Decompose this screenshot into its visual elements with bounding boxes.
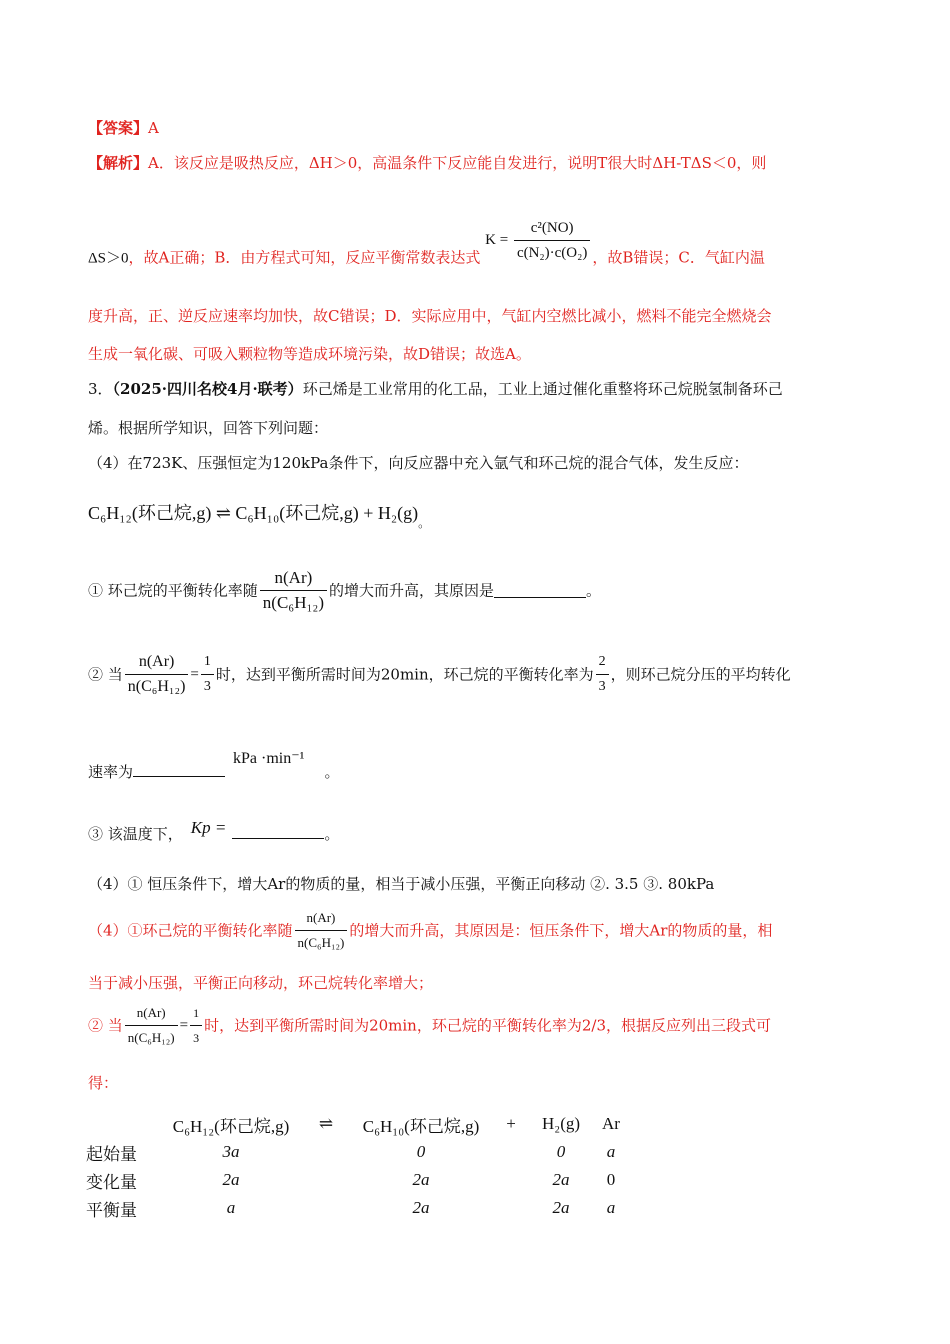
- q2b-pre: 速率为: [88, 763, 134, 781]
- delta-s-condition: ΔS＞0: [88, 250, 129, 267]
- answer-summary: （4）① 恒压条件下，增大Ar的物质的量，相当于减小压强，平衡正向移动 ②. 3.5 ③. 80kPa: [88, 875, 715, 893]
- kp-symbol: Kp =: [190, 818, 227, 837]
- row-label: 变化量: [86, 1172, 137, 1193]
- analysis-text-2a: ，故A正确；B．由方程式可知，反应平衡常数表达式: [128, 248, 481, 267]
- rate-answer-blank[interactable]: [133, 762, 225, 777]
- exp2-fraction: [125, 1003, 178, 1048]
- table-cell: a: [226, 1198, 236, 1217]
- exp2-frac-den: n(C₆H₁₂): [127, 1030, 175, 1045]
- question-source: （2025·四川名校4月·联考）: [112, 380, 303, 398]
- table-cell: 2a: [412, 1170, 430, 1189]
- exp1-frac-den: n(C₆H₁₂): [297, 935, 345, 950]
- reaction-equation: [88, 503, 430, 533]
- q2-mid: 时，达到平衡所需时间为20min，环己烷的平衡转化率为: [215, 665, 594, 684]
- table-cell: [306, 1194, 346, 1222]
- explanation-2: [88, 1003, 771, 1048]
- col-argon: Ar: [602, 1114, 620, 1133]
- table-cell: [496, 1194, 526, 1222]
- answer-label: 【答案】: [88, 119, 149, 137]
- col-product: C₆H₁₀(环己烷,g): [362, 1116, 480, 1136]
- question-part-4: （4）在723K、压强恒定为120kPa条件下，向反应器中充入氩气和环己烷的混合气体，发生反应：: [88, 454, 749, 472]
- q3-end: 。: [324, 825, 340, 843]
- table-cell: 2a: [222, 1170, 240, 1189]
- conversion-den: 3: [598, 679, 606, 694]
- three-stage-table: [86, 1110, 626, 1222]
- analysis-line-3: 度升高，正、逆反应速率均加快，故C错误；D．实际应用中，气缸内空燃比减小，燃料不能完全燃烧会: [88, 307, 772, 325]
- table-cell: 3a: [222, 1142, 240, 1161]
- ar-ratio-fraction: [260, 568, 327, 613]
- equation-text: C₆H₁₂(环己烷,g) ⇌ C₆H₁₀(环己烷,g) + H₂(g): [88, 503, 419, 523]
- k-numerator: c²(NO): [514, 218, 590, 241]
- exp1-post: 的增大而升高，其原因是：恒压条件下，增大Ar的物质的量，相: [349, 921, 773, 940]
- q2-ratio-num: n(Ar): [125, 652, 189, 675]
- table-cell: 2a: [552, 1170, 570, 1189]
- table-cell: [496, 1138, 526, 1166]
- exp2-pre: ② 当: [88, 1016, 123, 1035]
- q2-value-num: 1: [201, 652, 214, 675]
- question-sub-3: [88, 818, 339, 844]
- exp2-equals: =: [179, 1017, 189, 1034]
- col-hydrogen: H₂(g): [541, 1114, 581, 1133]
- table-cell: 0: [606, 1170, 616, 1189]
- equation-end: 。: [418, 516, 431, 530]
- table-cell: 0: [416, 1142, 426, 1161]
- row-label: 起始量: [86, 1144, 137, 1165]
- rate-unit: kPa ·min⁻¹: [233, 750, 305, 767]
- q1-pre: ① 环己烷的平衡转化率随: [88, 581, 258, 600]
- table-row: [86, 1138, 626, 1166]
- q2-value-den: 3: [203, 679, 211, 694]
- k-fraction: [514, 218, 590, 263]
- q1-end: 。: [586, 581, 602, 600]
- table-corner: [86, 1110, 156, 1138]
- table-cell: 2a: [412, 1198, 430, 1217]
- exp2-value-num: 1: [190, 1003, 202, 1026]
- question-3-line-1: [88, 379, 783, 399]
- q2-ratio-fraction: [125, 652, 189, 697]
- col-equilibrium-arrow: ⇌: [318, 1114, 334, 1133]
- col-plus: +: [506, 1114, 516, 1133]
- table-cell: a: [606, 1198, 616, 1217]
- exp2-value-fraction: [190, 1003, 202, 1048]
- analysis-line-1: [88, 153, 766, 173]
- ar-ratio-num: n(Ar): [260, 568, 327, 591]
- q2-ratio-den: n(C₆H₁₂): [127, 678, 186, 695]
- table-cell: 2a: [552, 1198, 570, 1217]
- q2-post: ，则环己烷分压的平均转化: [610, 665, 791, 684]
- ar-ratio-den: n(C₆H₁₂): [262, 593, 324, 612]
- table-cell: 0: [556, 1142, 566, 1161]
- table-cell: [496, 1166, 526, 1194]
- exp2-post: 时，达到平衡所需时间为20min，环己烷的平衡转化率为2/3，根据反应列出三段式可: [204, 1016, 771, 1035]
- row-label: 平衡量: [86, 1200, 137, 1221]
- question-sub-2b: [88, 748, 340, 782]
- conversion-fraction: [596, 652, 609, 697]
- table-cell: [306, 1138, 346, 1166]
- explanation-1: [88, 908, 772, 953]
- table-row: [86, 1166, 626, 1194]
- answer-value: A: [148, 119, 159, 137]
- q1-post: 的增大而升高，其原因是: [329, 581, 495, 600]
- col-cyclohexane: C₆H₁₂(环己烷,g): [172, 1116, 290, 1136]
- analysis-line-4: 生成一氧化碳、可吸入颗粒物等造成环境污染，故D错误；故选A。: [88, 345, 531, 363]
- conversion-num: 2: [596, 652, 609, 675]
- analysis-label: 【解析】: [88, 154, 149, 172]
- q1-answer-blank[interactable]: [494, 583, 586, 598]
- table-header-row: [86, 1110, 626, 1138]
- question-sub-2: [88, 652, 791, 697]
- table-cell: a: [606, 1142, 616, 1161]
- analysis-text-2b: ，故B错误；C．气缸内温: [592, 248, 765, 267]
- table-row: [86, 1194, 626, 1222]
- answer-line: [88, 118, 159, 138]
- k-denominator: c(N₂)·c(O₂): [516, 245, 588, 261]
- explanation-2-line-2: 得：: [88, 1074, 119, 1092]
- exp2-frac-num: n(Ar): [125, 1003, 178, 1026]
- question-3-line-2: 烯。根据所学知识，回答下列问题：: [88, 419, 329, 437]
- q2b-end: 。: [324, 763, 340, 781]
- question-text-1: 环己烯是工业常用的化工品，工业上通过催化重整将环己烷脱氢制备环己: [302, 380, 783, 398]
- table-cell: [306, 1166, 346, 1194]
- exp2-value-den: 3: [193, 1031, 200, 1045]
- kp-answer-blank[interactable]: [232, 824, 324, 839]
- analysis-text-1: A．该反应是吸热反应，ΔH＞0，高温条件下反应能自发进行，说明T很大时ΔH-TΔS＜0，则: [148, 154, 767, 172]
- explanation-1-line-2: 当于减小压强，平衡正向移动，环己烷转化率增大；: [88, 974, 434, 992]
- k-expression: [485, 218, 592, 263]
- q2-pre: ② 当: [88, 665, 123, 684]
- q3-pre: ③ 该温度下，: [88, 825, 183, 843]
- q2-value-fraction: [201, 652, 214, 697]
- question-sub-1: [88, 568, 601, 613]
- analysis-line-2: [88, 218, 765, 269]
- question-number: 3．: [88, 380, 113, 398]
- k-left: K =: [485, 231, 509, 248]
- q2-equals: =: [190, 666, 199, 683]
- exp1-fraction: [295, 908, 348, 953]
- exp1-pre: （4）①环己烷的平衡转化率随: [88, 921, 293, 940]
- exp1-frac-num: n(Ar): [295, 908, 348, 931]
